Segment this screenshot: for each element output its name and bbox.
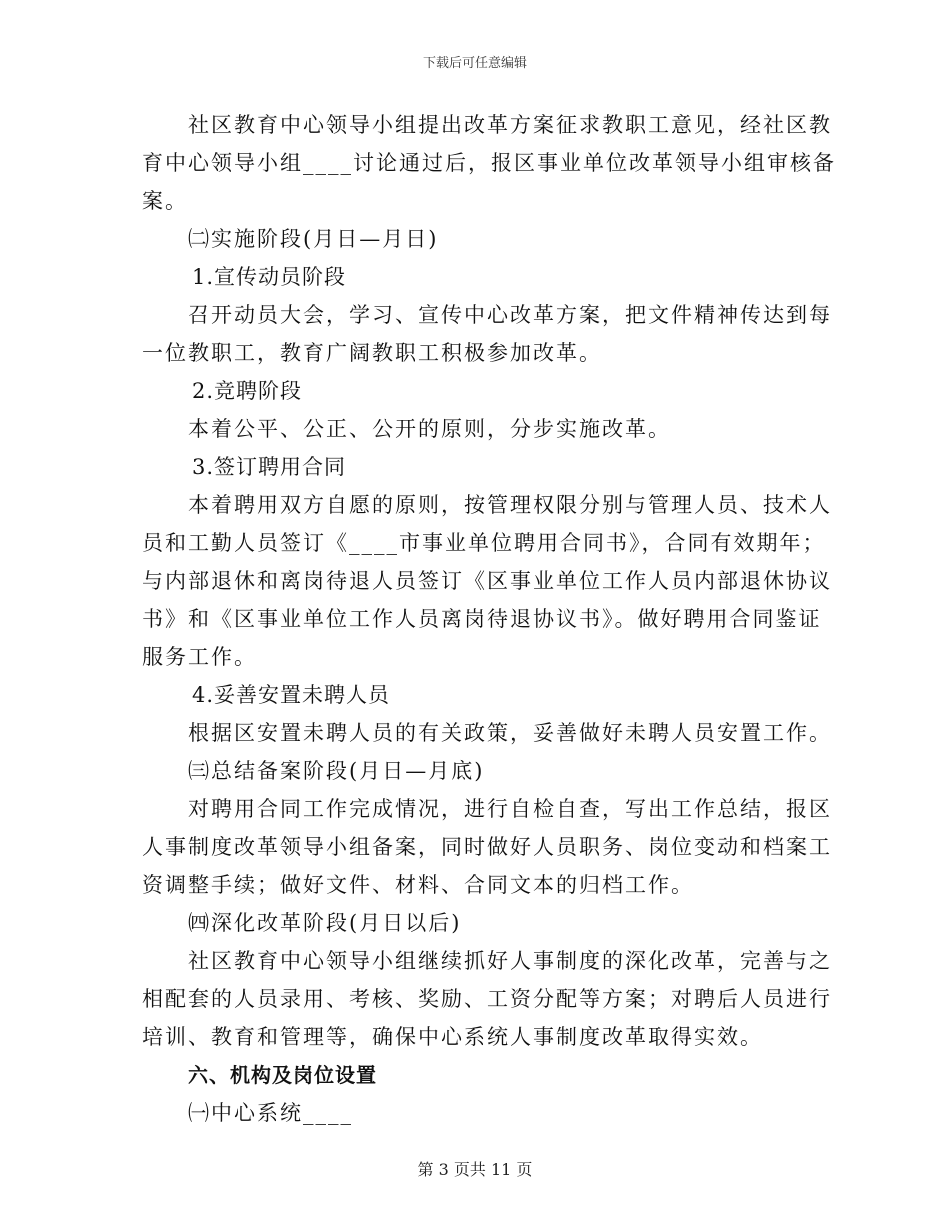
chapter-heading: 六、机构及岗位设置	[188, 1063, 377, 1087]
paragraph-line: 与内部退休和离岗待退人员签订《区事业单位工作人员内部退休协议	[142, 569, 832, 593]
paragraph-line: 对聘用合同工作完成情况，进行自检自查，写出工作总结，报区	[188, 797, 832, 821]
page-number: 第 3 页共 11 页	[417, 1160, 533, 1179]
section-heading: ㈢总结备案阶段(月日—月底)	[188, 759, 485, 783]
paragraph-line: 员和工勤人员签订《____市事业单位聘用合同书》，合同有效期年；	[142, 531, 826, 555]
paragraph-line: 人事制度改革领导小组备案，同时做好人员职务、岗位变动和档案工	[142, 835, 832, 859]
paragraph-line: 召开动员大会，学习、宣传中心改革方案，把文件精神传达到每	[188, 303, 832, 327]
paragraph-line: 培训、教育和管理等，确保中心系统人事制度改革取得实效。	[142, 1025, 763, 1049]
paragraph-line: 社区教育中心领导小组提出改革方案征求教职工意见，经社区教	[188, 113, 832, 137]
section-heading: ㈡实施阶段(月日—月日)	[188, 227, 439, 251]
paragraph-line: 一位教职工，教育广阔教职工积极参加改革。	[142, 341, 602, 365]
paragraph-line: 本着聘用双方自愿的原则，按管理权限分别与管理人员、技术人	[188, 493, 832, 517]
section-heading: ㈠中心系统____	[188, 1101, 353, 1125]
section-heading: ㈣深化改革阶段(月日以后)	[188, 911, 462, 935]
paragraph-line: 本着公平、公正、公开的原则，分步实施改革。	[188, 417, 671, 441]
document-body	[142, 106, 836, 1132]
paragraph-line: 根据区安置未聘人员的有关政策，妥善做好未聘人员安置工作。	[188, 721, 832, 745]
paragraph-line: 资调整手续；做好文件、材料、合同文本的归档工作。	[142, 873, 694, 897]
paragraph-line: 书》和《区事业单位工作人员离岗待退协议书》。做好聘用合同鉴证	[142, 607, 822, 631]
paragraph-line: 相配套的人员录用、考核、奖励、工资分配等方案；对聘后人员进行	[142, 987, 832, 1011]
page-header: 下载后可任意编辑	[422, 56, 527, 71]
subsection-heading: 2.竞聘阶段	[192, 379, 303, 403]
paragraph-line: 育中心领导小组____讨论通过后，报区事业单位改革领导小组审核备	[142, 151, 836, 175]
subsection-heading: 4.妥善安置未聘人员	[192, 683, 391, 707]
paragraph-line: 服务工作。	[142, 645, 257, 669]
subsection-heading: 3.签订聘用合同	[192, 455, 347, 479]
subsection-heading: 1.宣传动员阶段	[192, 265, 347, 289]
paragraph-line: 案。	[142, 189, 188, 213]
paragraph-line: 社区教育中心领导小组继续抓好人事制度的深化改革，完善与之	[188, 949, 832, 973]
